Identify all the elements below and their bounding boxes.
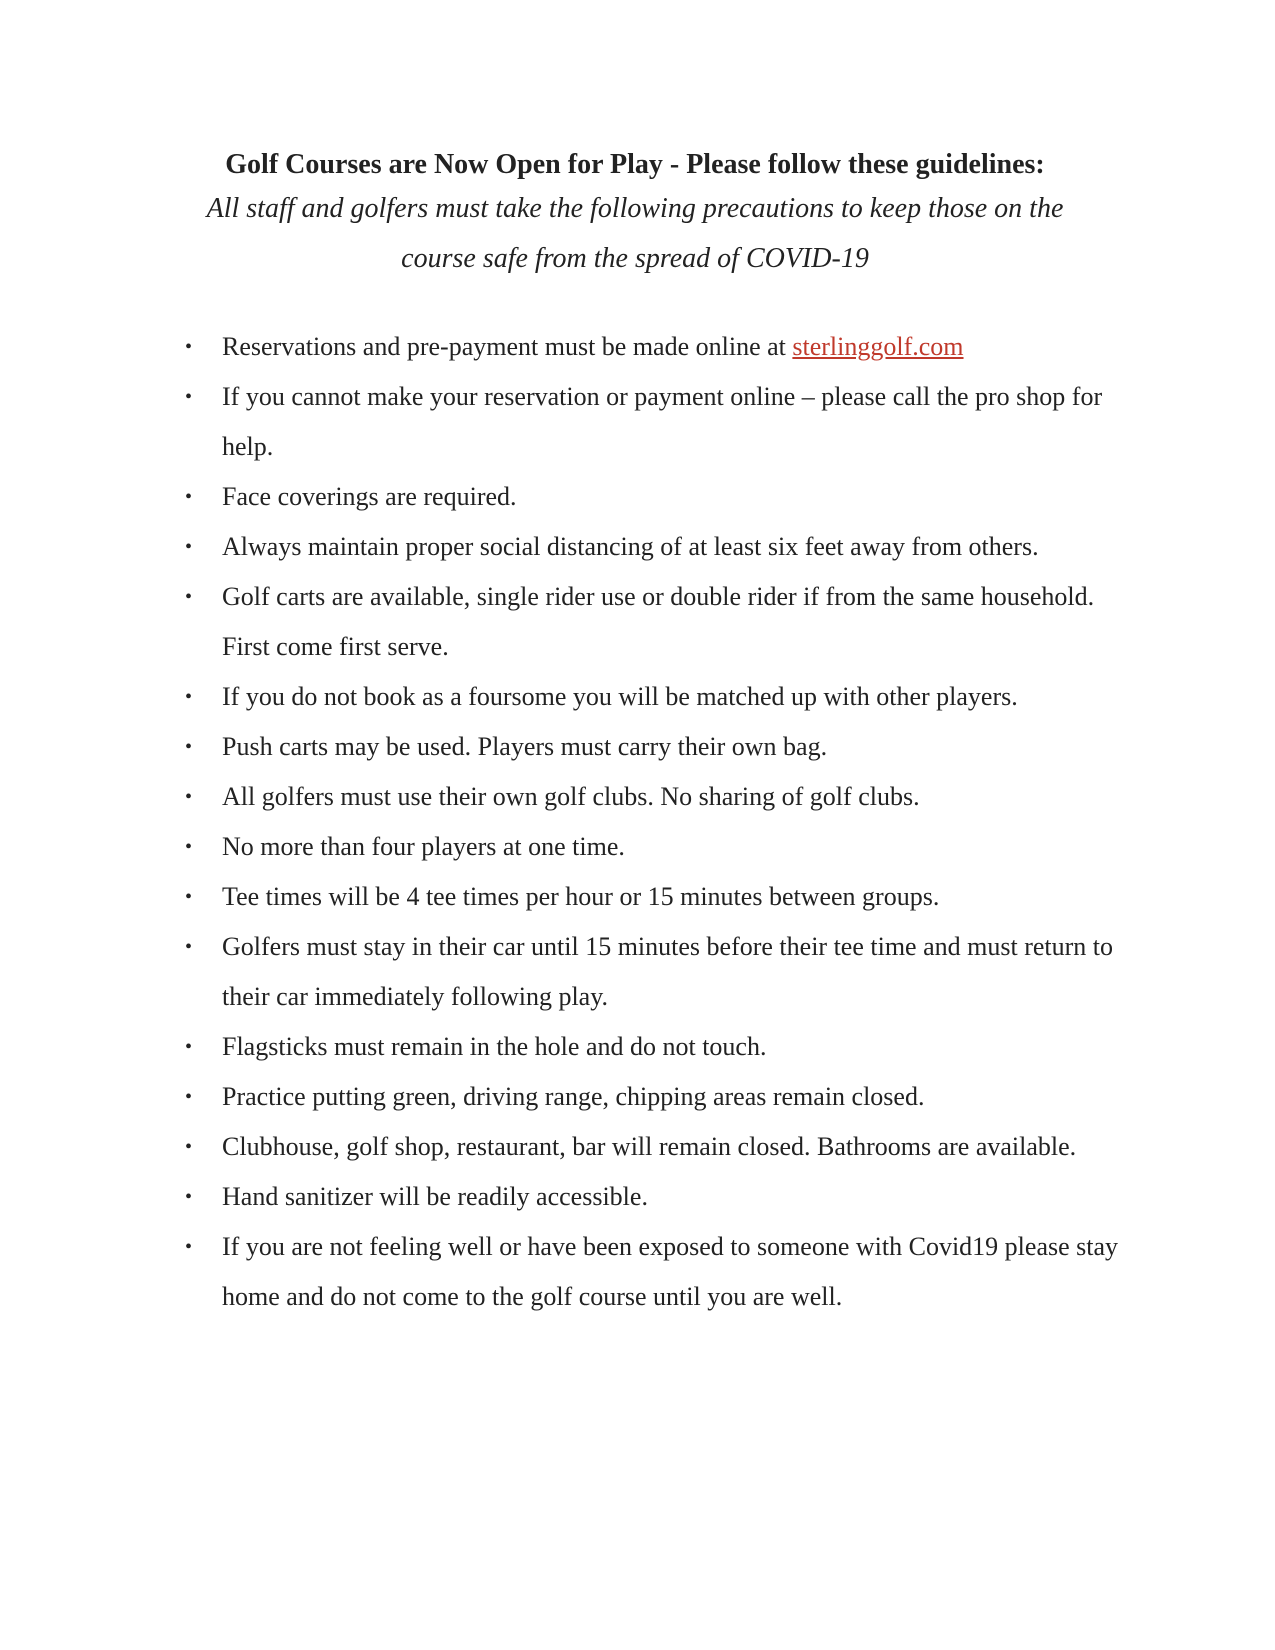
list-item-text: If you are not feeling well or have been exposed to someone with Covid19 please stay home and do not come to the golf course until you are well. — [222, 1232, 1119, 1311]
list-item — [185, 1022, 1130, 1072]
bullet-icon: • — [185, 736, 193, 758]
bullet-icon: • — [185, 1186, 193, 1208]
bullet-icon: • — [185, 1036, 193, 1058]
list-item-text: No more than four players at one time. — [222, 832, 625, 861]
list-item-text: Push carts may be used. Players must carry their own bag. — [222, 732, 828, 761]
list-item-text: Golf carts are available, single rider use or double rider if from the same household. First come first serve. — [222, 582, 1095, 661]
list-item-text: Tee times will be 4 tee times per hour or 15 minutes between groups. — [222, 882, 940, 911]
list-item — [185, 522, 1130, 572]
list-item-text: Flagsticks must remain in the hole and do not touch. — [222, 1032, 767, 1061]
bullet-icon: • — [185, 836, 193, 858]
list-item-text: If you do not book as a foursome you will be matched up with other players. — [222, 682, 1018, 711]
list-item — [185, 1122, 1130, 1172]
list-item — [185, 672, 1130, 722]
document-header — [160, 146, 1110, 284]
bullet-icon: • — [185, 686, 193, 708]
subtitle-line-1: All staff and golfers must take the following precautions to keep those on the — [206, 193, 1064, 224]
page-title: Golf Courses are Now Open for Play - Please follow these guidelines: — [225, 149, 1045, 180]
list-item — [185, 1222, 1130, 1322]
bullet-icon: • — [185, 1236, 193, 1258]
subtitle-line-2: course safe from the spread of COVID-19 — [401, 243, 869, 274]
list-item — [185, 322, 1130, 372]
list-item — [185, 772, 1130, 822]
list-item — [185, 872, 1130, 922]
list-item — [185, 1172, 1130, 1222]
list-item — [185, 572, 1130, 672]
guidelines-list — [185, 322, 1130, 1322]
bullet-icon: • — [185, 386, 193, 408]
list-item-text: If you cannot make your reservation or payment online – please call the pro shop for help. — [222, 382, 1103, 461]
list-item — [185, 822, 1130, 872]
website-link[interactable]: sterlinggolf.com — [792, 332, 964, 361]
list-item — [185, 472, 1130, 522]
bullet-icon: • — [185, 886, 193, 908]
bullet-icon: • — [185, 786, 193, 808]
bullet-icon: • — [185, 536, 193, 558]
bullet-icon: • — [185, 1136, 193, 1158]
list-item-text: All golfers must use their own golf clubs. No sharing of golf clubs. — [222, 782, 920, 811]
list-item-text: Always maintain proper social distancing of at least six feet away from others. — [222, 532, 1039, 561]
bullet-icon: • — [185, 486, 193, 508]
bullet-icon: • — [185, 586, 193, 608]
bullet-icon: • — [185, 336, 193, 358]
list-item-text: Practice putting green, driving range, chipping areas remain closed. — [222, 1082, 925, 1111]
list-item — [185, 922, 1130, 1022]
list-item-text: Face coverings are required. — [222, 482, 517, 511]
list-item-text: Hand sanitizer will be readily accessible. — [222, 1182, 648, 1211]
bullet-icon: • — [185, 936, 193, 958]
list-item-text: Golfers must stay in their car until 15 minutes before their tee time and must return to their car immediately following play. — [222, 932, 1113, 1011]
list-item — [185, 372, 1130, 472]
bullet-icon: • — [185, 1086, 193, 1108]
list-item-text: Reservations and pre-payment must be made online at — [222, 332, 793, 361]
list-item — [185, 722, 1130, 772]
list-item-text: Clubhouse, golf shop, restaurant, bar will remain closed. Bathrooms are available. — [222, 1132, 1077, 1161]
list-item — [185, 1072, 1130, 1122]
